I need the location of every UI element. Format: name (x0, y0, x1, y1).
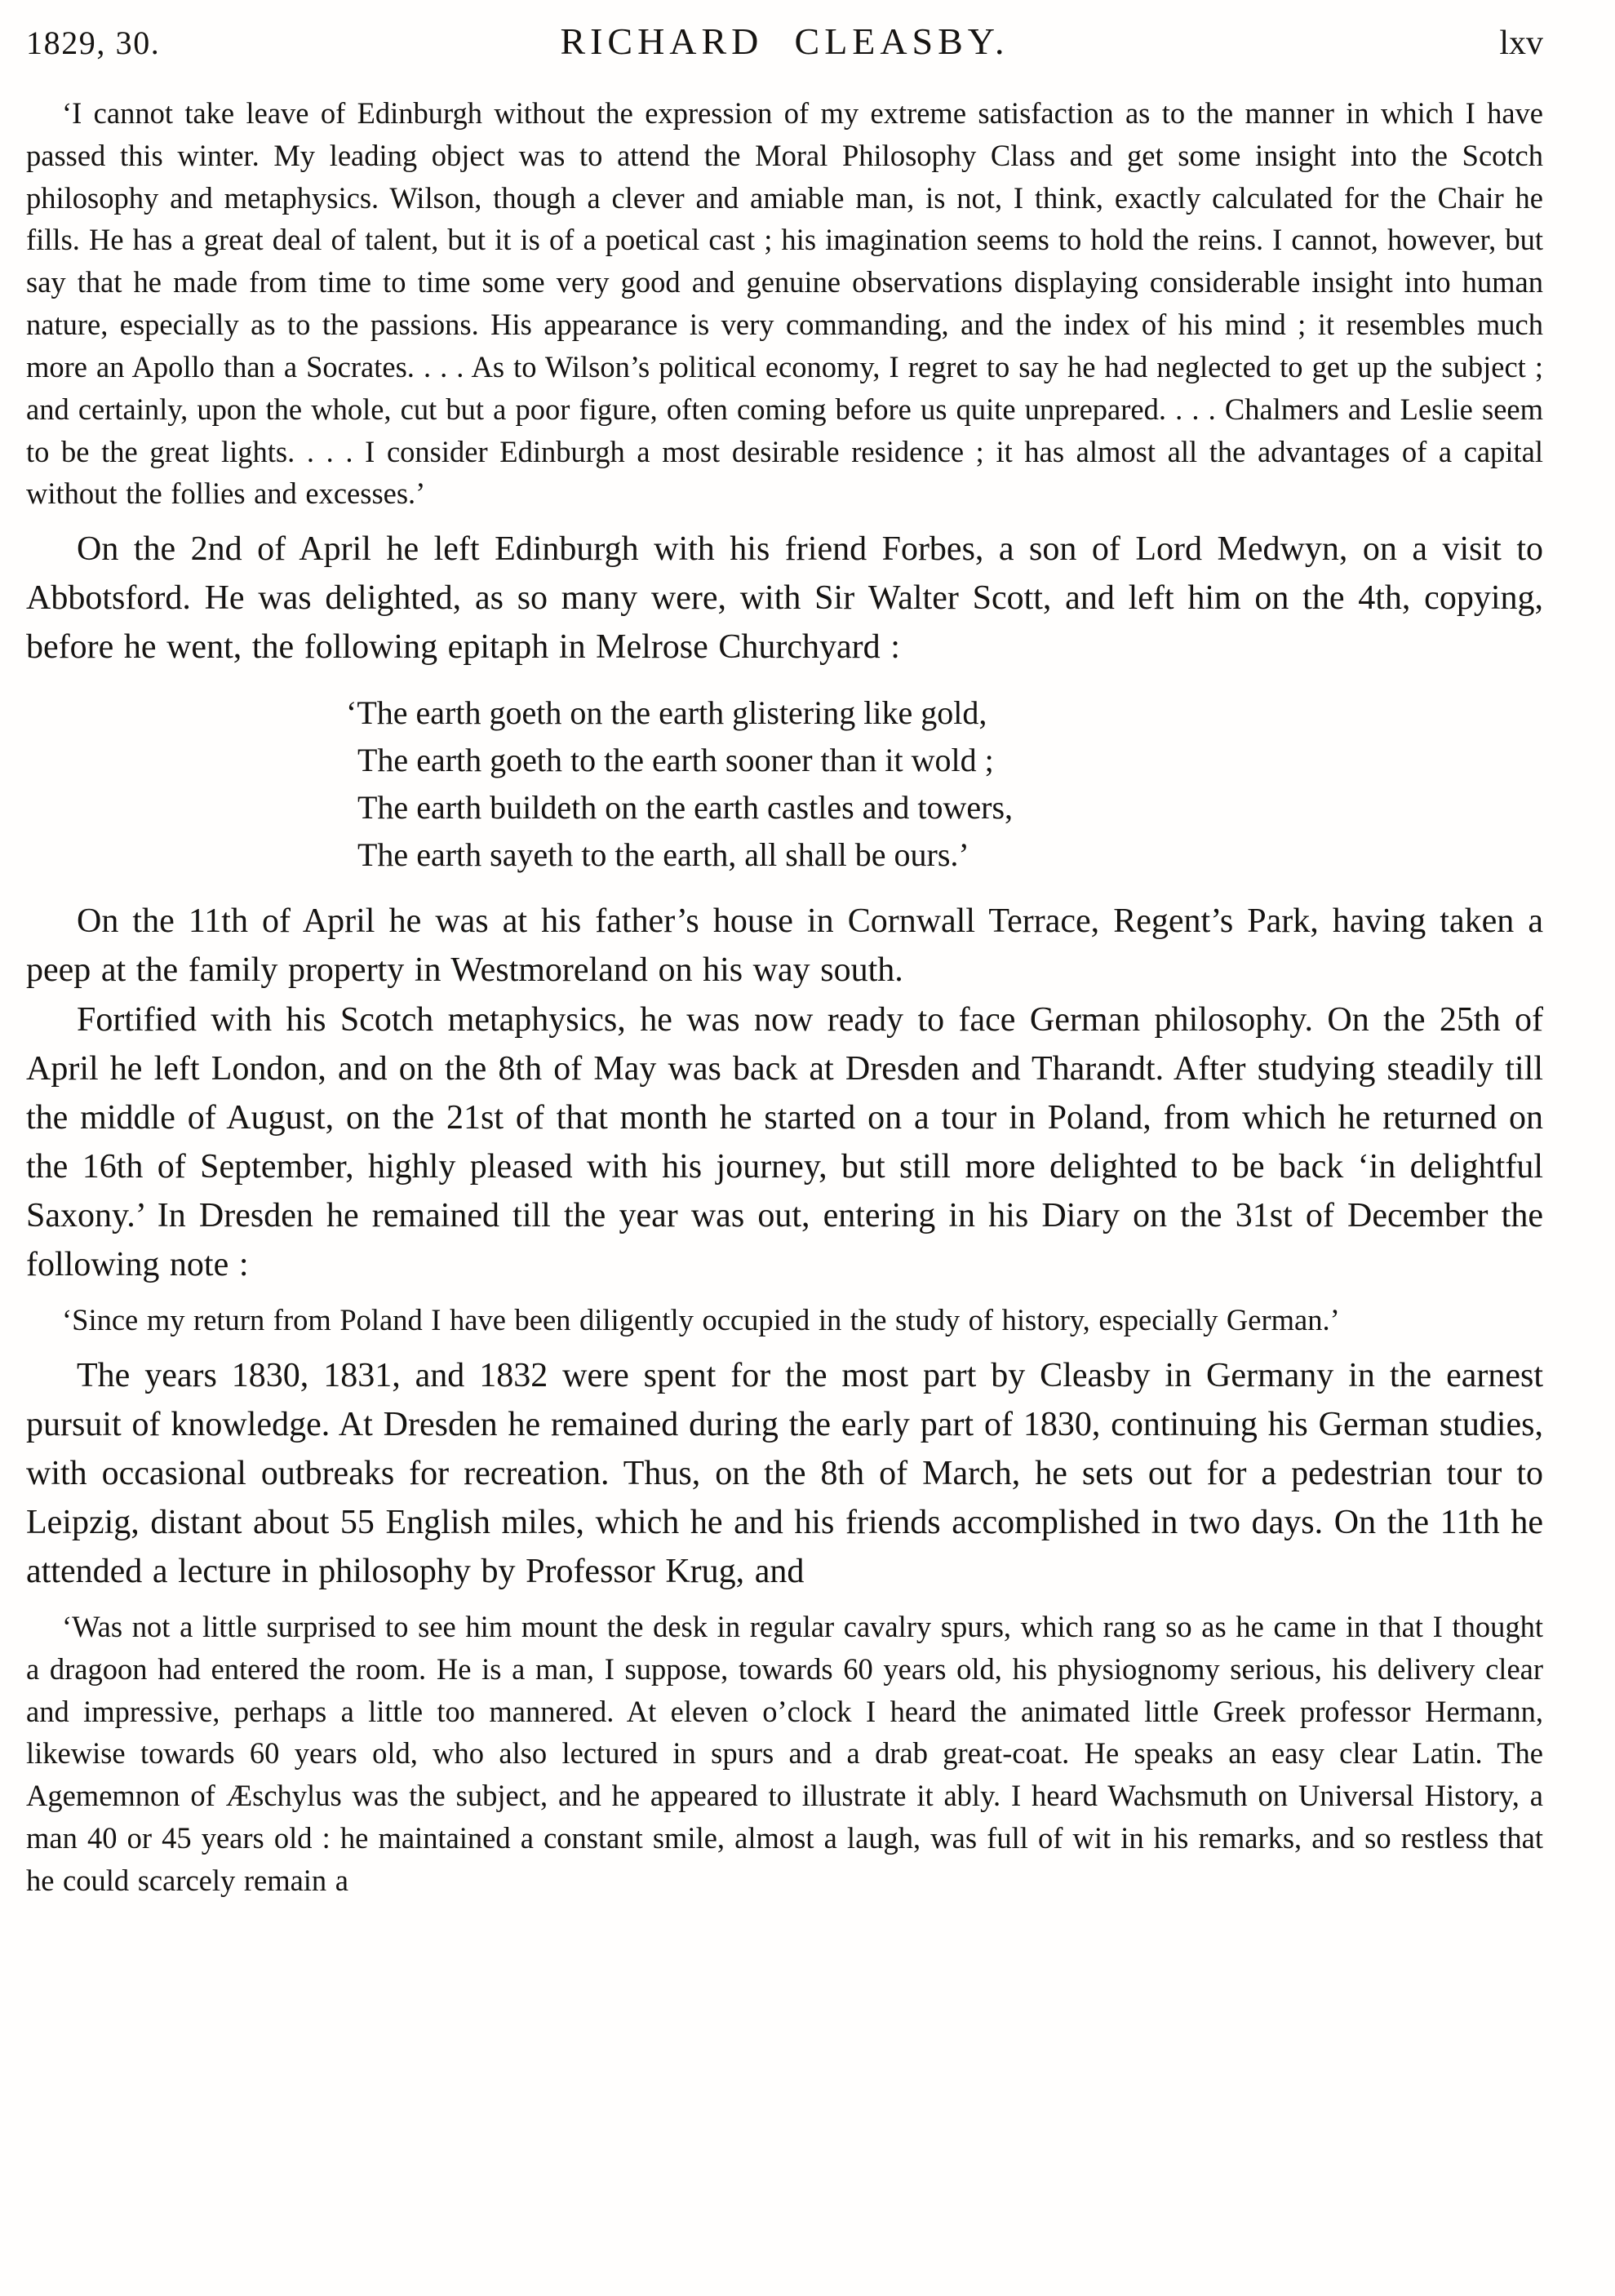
epitaph-verse (346, 689, 1543, 879)
verse-line: The earth sayeth to the earth, all shall be ours.’ (357, 836, 969, 874)
running-head (26, 20, 1543, 63)
page-title: RICHARD CLEASBY. (560, 20, 1009, 62)
quoted-paragraph: ‘Was not a little surprised to see him mount the desk in regular cavalry spurs, which rang so as he came in that I thought a dragoon had entered the room. He is a man, I suppose, towards 60 years old, his physiognomy serious, his delivery clear and impressive, perhaps a little too mannered. At eleven o’clock I heard the animated little Greek professor Hermann, likewise towards 60 years old, who also lectured in spurs and a drab great-coat. He speaks an easy clear Latin. The Agememnon of Æschylus was the subject, and he appeared to illustrate it ably. I heard Wachsmuth on Universal History, a man 40 or 45 years old : he maintained a constant smile, almost a laugh, was full of wit in his remarks, and so restless that he could scarcely remain a (26, 1609, 1543, 1897)
verse-line: The earth goeth to the earth sooner than it wold ; (357, 742, 994, 779)
body-paragraph: Fortified with his Scotch metaphysics, he was now ready to face German philosophy. On the 25th of April he left London, and on the 8th of May was back at Dresden and Tharandt. After studying steadily till the middle of August, on the 21st of that month he started on a tour in Poland, from which he returned on the 16th of September, highly pleased with his journey, but still more delighted to be back ‘in delightful Saxony.’ In Dresden he remained till the year was out, entering in his Diary on the 31st of December the following note : (26, 1000, 1543, 1283)
body-paragraph: On the 2nd of April he left Edinburgh with his friend Forbes, a son of Lord Medwyn, on a visit to Abbotsford. He was delighted, as so many were, with Sir Walter Scott, and left him on the 4th, copying, before he went, the following epitaph in Melrose Churchyard : (26, 530, 1543, 667)
quoted-paragraph: ‘I cannot take leave of Edinburgh without the expression of my extreme satisfaction as to the manner in which I have passed this winter. My leading object was to attend the Moral Philosophy Class and get some insight into the Scotch philosophy and metaphysics. Wilson, though a clever and amiable man, is not, I think, exactly calculated for the Chair he fills. He has a great deal of talent, but it is of a poetical cast ; his imagination seems to hold the reins. I cannot, however, but say that he made from time to time some very good and genuine observations displaying considerable insight into human nature, especially as to the passions. His appearance is very commanding, and the index of his mind ; it resembles much more an Apollo than a Socrates. . . . As to Wilson’s political economy, I regret to say he had neglected to get up the subject ; and certainly, upon the whole, cut but a poor figure, often coming before us quite unprepared. . . . Chalmers and Leslie seem to be the great lights. . . . I consider Edinburgh a most desirable residence ; it has almost all the advantages of a capital without the follies and excesses.’ (26, 96, 1543, 511)
header-page-number: lxv (1499, 24, 1543, 62)
body-paragraph: On the 11th of April he was at his father’s house in Cornwall Terrace, Regent’s Park, having taken a peep at the family property in Westmoreland on his way south. (26, 902, 1543, 990)
page-body (26, 92, 1543, 1902)
body-paragraph: The years 1830, 1831, and 1832 were spent for the most part by Cleasby in Germany in the earnest pursuit of knowledge. At Dresden he remained during the early part of 1830, continuing his German studies, with occasional outbreaks for recreation. Thus, on the 8th of March, he sets out for a pedestrian tour to Leipzig, distant about 55 English miles, which he and his friends accomplished in two days. On the 11th he attended a lecture in philosophy by Professor Krug, and (26, 1356, 1543, 1590)
verse-line: ‘The earth goeth on the earth glistering like gold, (346, 694, 987, 732)
header-year-label: 1829, 30. (26, 24, 161, 61)
verse-line: The earth buildeth on the earth castles and towers, (357, 789, 1014, 827)
quoted-paragraph: ‘Since my return from Poland I have been diligently occupied in the study of history, especially German.’ (62, 1302, 1340, 1336)
